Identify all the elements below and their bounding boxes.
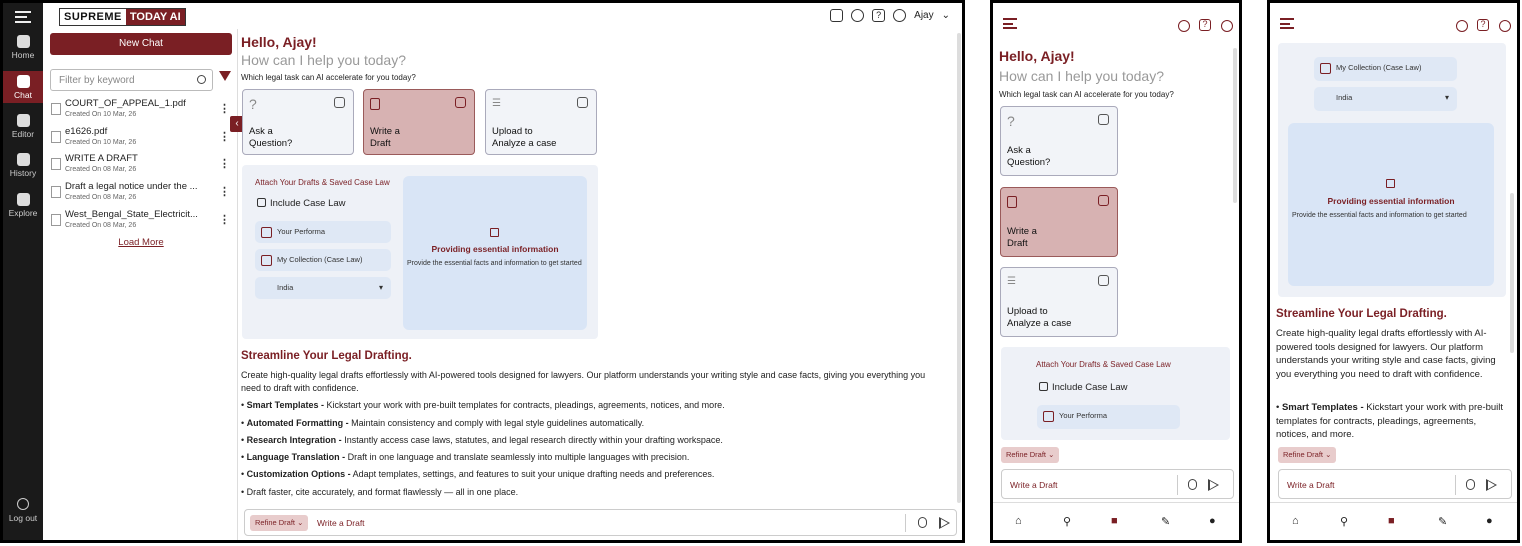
logout-icon	[17, 498, 29, 510]
refine-draft-dropdown[interactable]: Refine Draft ⌄	[1278, 447, 1336, 463]
bullet-item: • Smart Templates - Kickstart your work with pre-built templates for contracts, pleadings, agreements, notices, and more.	[241, 400, 725, 410]
draft-icon	[1007, 196, 1017, 208]
include-case-law-checkbox[interactable]: Include Case Law	[1039, 382, 1128, 393]
checkbox-icon[interactable]	[1039, 382, 1048, 391]
help-subtitle: How can I help you today?	[999, 68, 1164, 84]
app-logo: SUPREME TODAY AI	[59, 8, 186, 26]
search-icon[interactable]: ⚲	[1340, 516, 1349, 528]
more-icon[interactable]: ⋮	[219, 214, 230, 226]
list-icon	[51, 214, 61, 226]
rail-history[interactable]: History	[3, 153, 43, 178]
chevron-down-icon[interactable]: ⌄	[941, 10, 950, 21]
mic-icon[interactable]	[918, 517, 927, 528]
stream-title: Streamline Your Legal Drafting.	[241, 350, 412, 362]
attach-title: Attach Your Drafts & Saved Case Law	[255, 178, 390, 187]
input-divider	[905, 514, 906, 532]
refine-draft-dropdown[interactable]: Refine Draft ⌄	[250, 515, 308, 531]
edit-icon[interactable]: ✎	[1438, 516, 1448, 528]
list-item[interactable]: COURT_OF_APPEAL_1.pdf Created On 10 Mar, 26 ⋮	[50, 98, 230, 124]
rail-editor[interactable]: Editor	[3, 114, 43, 139]
collapse-sidebar-button[interactable]: ‹	[230, 116, 244, 132]
menu-icon[interactable]	[1003, 18, 1017, 29]
help-subtitle: How can I help you today?	[241, 52, 406, 68]
list-item[interactable]: Draft a legal notice under the ... Created On 08 Mar, 26 ⋮	[50, 181, 230, 207]
stream-paragraph: Create high-quality legal drafts effortlessly with AI-powered tools designed for lawyers. Our platform understands your writing style and case facts, giving you everything you need to draft with confidence.	[241, 370, 926, 393]
more-icon[interactable]: ⋮	[219, 131, 230, 143]
history-icon	[17, 153, 30, 166]
card-label: Ask a Question?	[1007, 145, 1051, 168]
more-icon[interactable]: ⋮	[219, 103, 230, 115]
book-icon	[455, 97, 466, 108]
chat-input-bar[interactable]	[1001, 469, 1234, 499]
info-icon	[1386, 179, 1395, 188]
user-name[interactable]: Ajay	[914, 10, 934, 21]
new-chat-button[interactable]: New Chat	[50, 33, 232, 55]
history-icon[interactable]	[1456, 20, 1468, 32]
list-icon	[51, 131, 61, 143]
question-text: Which legal task can AI accelerate for you today?	[999, 90, 1174, 99]
book-icon	[1098, 195, 1109, 206]
bullet-item: • Customization Options - Adapt templates, settings, and features to suit your unique drafting needs and preferences.	[241, 469, 715, 479]
profile-icon[interactable]: ●	[1486, 515, 1493, 527]
card-upload-analyze[interactable]	[1000, 267, 1118, 337]
card-write-draft[interactable]	[363, 89, 475, 155]
chat-icon	[17, 75, 30, 88]
mic-icon[interactable]	[1466, 479, 1475, 490]
draft-icon	[370, 98, 380, 110]
card-label: Ask a Question?	[249, 126, 293, 149]
list-icon: ☰	[1007, 276, 1016, 287]
list-item[interactable]: WRITE A DRAFT Created On 08 Mar, 26 ⋮	[50, 153, 230, 179]
refresh-icon[interactable]	[1221, 20, 1233, 32]
attach-title: Attach Your Drafts & Saved Case Law	[1036, 360, 1171, 369]
your-performa-button[interactable]: Your Performa	[255, 221, 391, 243]
greeting: Hello, Ajay!	[241, 34, 317, 50]
left-rail	[3, 3, 43, 540]
user-avatar-icon[interactable]	[893, 9, 906, 22]
refine-draft-dropdown[interactable]: Refine Draft ⌄	[1001, 447, 1059, 463]
card-ask-question[interactable]	[242, 89, 354, 155]
card-label: Write a Draft	[370, 126, 400, 149]
rail-explore[interactable]: Explore	[3, 193, 43, 218]
chat-icon[interactable]: ■	[1388, 515, 1395, 527]
more-icon[interactable]: ⋮	[219, 158, 230, 170]
card-ask-question[interactable]	[1000, 106, 1118, 176]
bullet-item: • Language Translation - Draft in one language and translate seamlessly into multiple languages with precision.	[241, 452, 690, 462]
chat-input[interactable]: Write a Draft	[1010, 480, 1058, 490]
chat-icon[interactable]: ■	[1111, 515, 1118, 527]
book-icon	[334, 97, 345, 108]
menu-icon[interactable]	[15, 11, 31, 23]
home-icon[interactable]: ⌂	[1292, 515, 1299, 527]
card-write-draft[interactable]	[1000, 187, 1118, 257]
bottom-nav	[993, 502, 1239, 540]
filter-icon[interactable]	[219, 71, 231, 81]
scrollbar[interactable]	[1510, 193, 1514, 353]
list-item[interactable]: e1626.pdf Created On 10 Mar, 26 ⋮	[50, 126, 230, 152]
info-card: Providing essential information Provide the essential facts and information to get started	[1288, 123, 1494, 286]
editor-icon	[17, 114, 30, 127]
book-icon	[577, 97, 588, 108]
your-performa-button[interactable]: Your Performa	[1037, 405, 1180, 429]
my-collection-button[interactable]: My Collection (Case Law)	[255, 249, 391, 271]
search-icon[interactable]: ⚲	[1063, 516, 1072, 528]
more-icon[interactable]: ⋮	[219, 186, 230, 198]
stream-paragraph: Create high-quality legal drafts effortlessly with AI-powered tools designed for lawyers. Our platform understands your writing style and case facts, giving you everything you need to draft with confidence.	[1276, 328, 1496, 380]
document-icon	[51, 158, 61, 170]
stream-title: Streamline Your Legal Drafting.	[1276, 308, 1447, 320]
country-select[interactable]: India ▾	[1314, 87, 1457, 111]
card-upload-analyze[interactable]	[485, 89, 597, 155]
logout-button[interactable]: Log out	[3, 498, 43, 523]
help-icon[interactable]: ?	[872, 9, 885, 22]
profile-icon[interactable]: ●	[1209, 515, 1216, 527]
home-icon[interactable]: ⌂	[1015, 515, 1022, 527]
input-divider	[1455, 475, 1456, 495]
rail-chat[interactable]: Chat	[3, 71, 43, 103]
info-icon	[490, 228, 499, 237]
chat-input[interactable]: Write a Draft	[317, 518, 365, 528]
menu-icon[interactable]	[1280, 18, 1294, 29]
scrollbar[interactable]	[1233, 48, 1237, 203]
bullet-item: • Automated Formatting - Maintain consistency and comply with legal style guidelines automatically.	[241, 418, 645, 428]
bullet-item: • Smart Templates - Kickstart your work with pre-built templates for contracts, pleadings, agreements, notices, and more.	[1276, 402, 1503, 440]
chat-input-bar[interactable]	[244, 509, 957, 536]
mic-icon[interactable]	[1188, 479, 1197, 490]
list-icon	[51, 103, 61, 115]
help-icon[interactable]: ?	[1199, 19, 1211, 31]
book-icon	[1098, 275, 1109, 286]
mobile-view-scrolled	[1267, 0, 1520, 543]
input-divider	[1177, 475, 1178, 495]
chat-input[interactable]: Write a Draft	[1287, 480, 1335, 490]
list-item[interactable]: West_Bengal_State_Electricit... Created On 08 Mar, 26 ⋮	[50, 209, 230, 235]
edit-icon[interactable]: ✎	[1161, 516, 1171, 528]
filter-input[interactable]: Filter by keyword	[50, 69, 213, 91]
send-icon[interactable]	[1208, 479, 1219, 491]
search-icon[interactable]	[197, 75, 206, 84]
info-card: Providing essential information Provide the essential facts and information to get started	[403, 176, 587, 330]
greeting: Hello, Ajay!	[999, 48, 1075, 64]
help-icon[interactable]: ?	[1477, 19, 1489, 31]
document-icon	[51, 186, 61, 198]
mobile-view-top	[990, 0, 1242, 543]
home-icon	[17, 35, 30, 48]
book-icon	[1098, 114, 1109, 125]
sidebar-divider	[237, 29, 238, 543]
send-icon[interactable]	[939, 517, 950, 529]
question-icon: ?	[249, 96, 257, 112]
list-icon: ☰	[492, 98, 501, 109]
include-case-law-checkbox[interactable]: Include Case Law	[257, 198, 346, 209]
explore-icon	[17, 193, 30, 206]
rail-home[interactable]: Home	[3, 35, 43, 60]
question-icon: ?	[1007, 113, 1015, 129]
screen-icon[interactable]	[830, 9, 843, 22]
checkbox-icon[interactable]	[257, 198, 266, 207]
scrollbar[interactable]	[957, 33, 961, 503]
card-label: Upload to Analyze a case	[1007, 306, 1072, 329]
my-collection-button[interactable]: My Collection (Case Law)	[1314, 57, 1457, 81]
refresh-icon[interactable]	[1499, 20, 1511, 32]
card-label: Upload to Analyze a case	[492, 126, 557, 149]
bottom-nav	[1270, 502, 1517, 540]
top-toolbar	[830, 9, 950, 22]
theme-icon[interactable]	[851, 9, 864, 22]
question-text: Which legal task can AI accelerate for you today?	[241, 73, 416, 82]
bullet-item: • Draft faster, cite accurately, and format flawlessly — all in one place.	[241, 487, 519, 497]
history-icon[interactable]	[1178, 20, 1190, 32]
card-label: Write a Draft	[1007, 226, 1037, 249]
bullet-item: • Research Integration - Instantly access case laws, statutes, and legal research directly within your drafting workspace.	[241, 435, 723, 445]
load-more-link[interactable]: Load More	[118, 237, 164, 248]
chat-input-bar[interactable]	[1278, 469, 1512, 499]
country-select[interactable]: India ▾	[255, 277, 391, 299]
send-icon[interactable]	[1486, 479, 1497, 491]
